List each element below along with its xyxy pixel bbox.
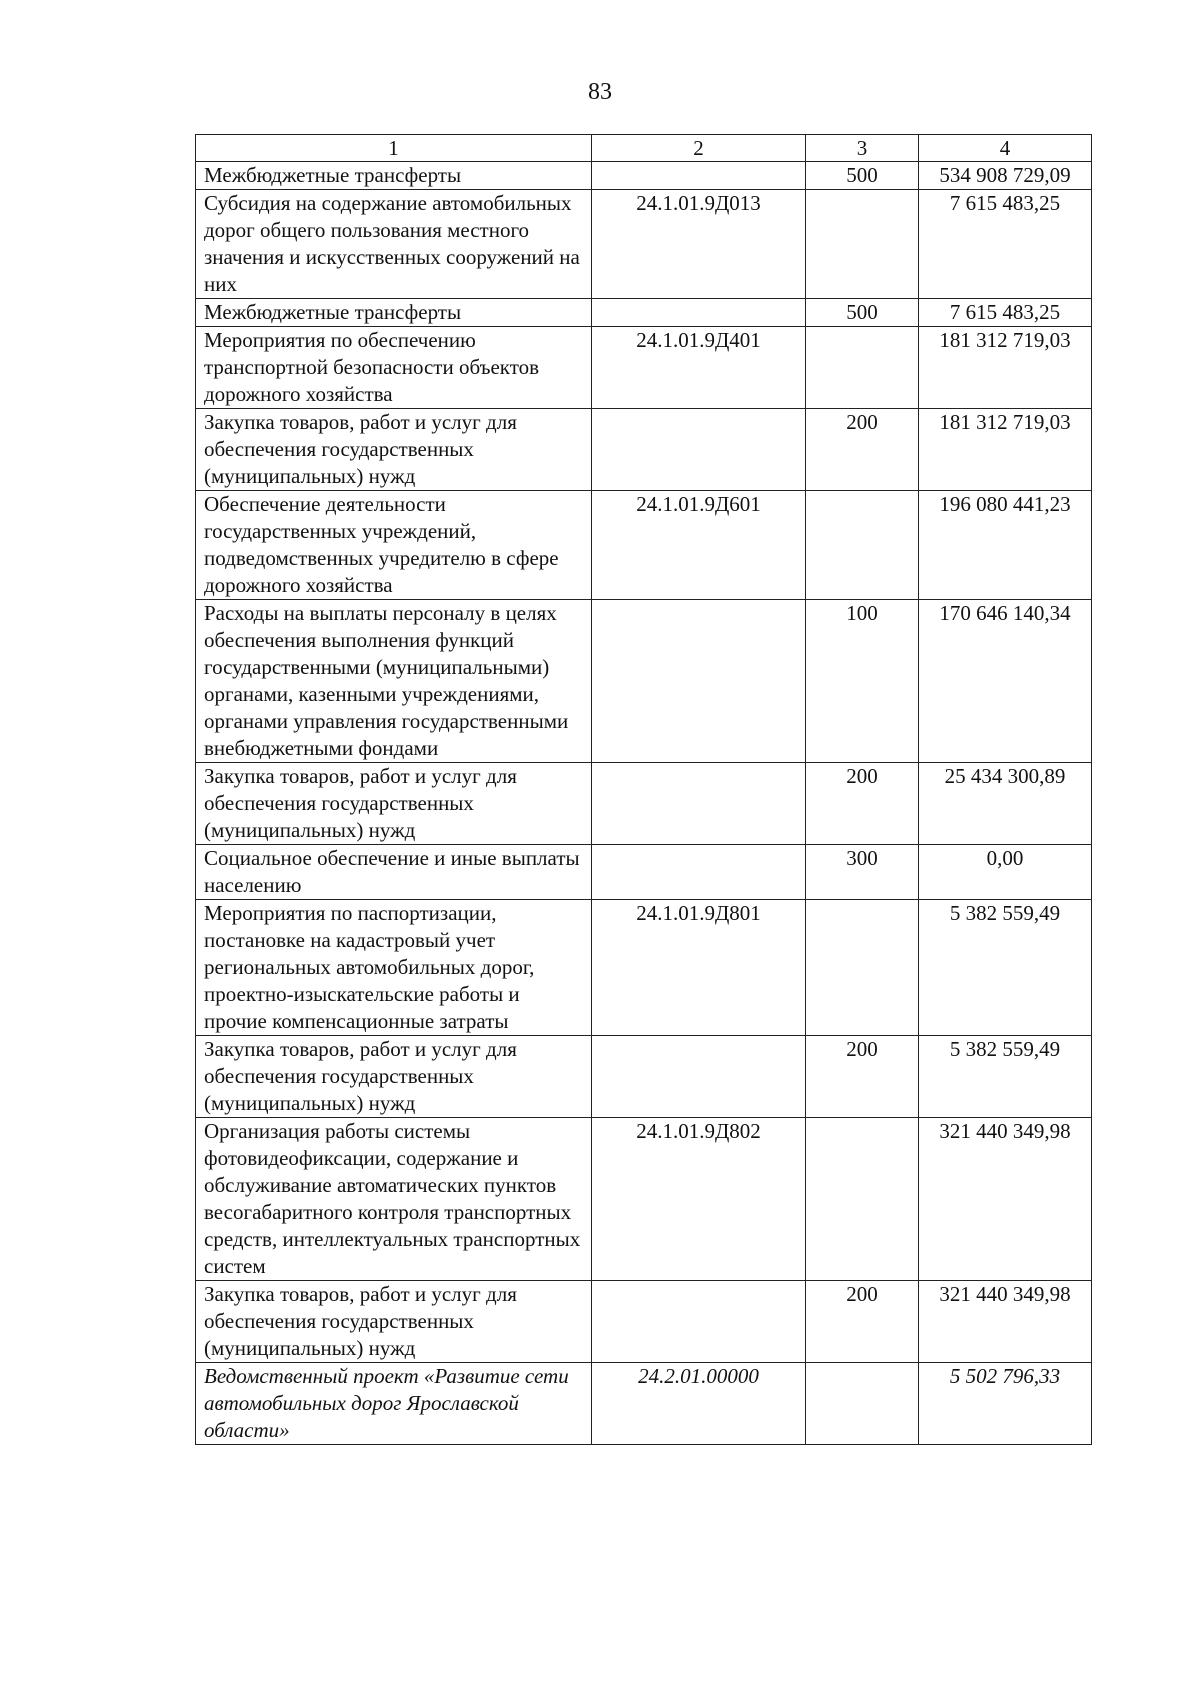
table-row: [196, 1036, 1092, 1118]
item-name-cell: Закупка товаров, работ и услуг для обеспечения государственных (муниципальных) нужд: [196, 763, 592, 845]
expense-type-cell: [806, 900, 919, 1036]
item-name-cell: Мероприятия по обеспечению транспортной безопасности объектов дорожного хозяйства: [196, 327, 592, 409]
amount-cell: 181 312 719,03: [919, 327, 1092, 409]
amount-cell: 170 646 140,34: [919, 600, 1092, 763]
item-name-cell: Социальное обеспечение и иные выплаты населению: [196, 845, 592, 900]
expense-type-cell: [806, 190, 919, 299]
amount-cell: 196 080 441,23: [919, 491, 1092, 600]
table-row: [196, 299, 1092, 327]
amount-cell: 534 908 729,09: [919, 162, 1092, 190]
expense-type-cell: [806, 1118, 919, 1281]
expense-type-cell: [806, 1363, 919, 1445]
target-code-cell: 24.1.01.9Д601: [592, 491, 806, 600]
table-body: [196, 162, 1092, 1445]
table-row: [196, 763, 1092, 845]
target-code-cell: 24.1.01.9Д801: [592, 900, 806, 1036]
item-name-cell: Организация работы системы фотовидеофиксации, содержание и обслуживание автоматических пунктов весогабаритного контроля транспортных средств, интеллектуальных транспортных систем: [196, 1118, 592, 1281]
column-header-1: 1: [196, 135, 592, 162]
amount-cell: 7 615 483,25: [919, 299, 1092, 327]
table-row: [196, 327, 1092, 409]
expense-type-cell: 300: [806, 845, 919, 900]
amount-cell: 7 615 483,25: [919, 190, 1092, 299]
expense-type-cell: 500: [806, 162, 919, 190]
table-row: [196, 190, 1092, 299]
amount-cell: 0,00: [919, 845, 1092, 900]
expense-type-cell: 200: [806, 1036, 919, 1118]
budget-table: [195, 134, 1092, 1445]
item-name-cell: Закупка товаров, работ и услуг для обеспечения государственных (муниципальных) нужд: [196, 409, 592, 491]
expense-type-cell: [806, 327, 919, 409]
column-header-3: 3: [806, 135, 919, 162]
target-code-cell: 24.1.01.9Д013: [592, 190, 806, 299]
target-code-cell: [592, 600, 806, 763]
expense-type-cell: 200: [806, 409, 919, 491]
column-header-4: 4: [919, 135, 1092, 162]
table-row: [196, 162, 1092, 190]
table-row: [196, 845, 1092, 900]
table-row: [196, 1118, 1092, 1281]
amount-cell: 181 312 719,03: [919, 409, 1092, 491]
expense-type-cell: 200: [806, 763, 919, 845]
amount-cell: 5 502 796,33: [919, 1363, 1092, 1445]
amount-cell: 321 440 349,98: [919, 1281, 1092, 1363]
column-header-2: 2: [592, 135, 806, 162]
target-code-cell: [592, 162, 806, 190]
table-row: [196, 600, 1092, 763]
expense-type-cell: 500: [806, 299, 919, 327]
page-number: 83: [588, 79, 612, 105]
target-code-cell: 24.2.01.00000: [592, 1363, 806, 1445]
item-name-cell: Закупка товаров, работ и услуг для обеспечения государственных (муниципальных) нужд: [196, 1036, 592, 1118]
target-code-cell: 24.1.01.9Д401: [592, 327, 806, 409]
target-code-cell: [592, 845, 806, 900]
item-name-cell: Закупка товаров, работ и услуг для обеспечения государственных (муниципальных) нужд: [196, 1281, 592, 1363]
item-name-cell: Межбюджетные трансферты: [196, 299, 592, 327]
amount-cell: 5 382 559,49: [919, 1036, 1092, 1118]
target-code-cell: [592, 763, 806, 845]
target-code-cell: [592, 1036, 806, 1118]
target-code-cell: [592, 1281, 806, 1363]
amount-cell: 5 382 559,49: [919, 900, 1092, 1036]
item-name-cell: Ведомственный проект «Развитие сети автомобильных дорог Ярославской области»: [196, 1363, 592, 1445]
target-code-cell: [592, 409, 806, 491]
target-code-cell: [592, 299, 806, 327]
amount-cell: 25 434 300,89: [919, 763, 1092, 845]
item-name-cell: Расходы на выплаты персоналу в целях обеспечения выполнения функций государственными (муниципальными) органами, казенными учреждениями, органами управления государственными внебюджетными фондами: [196, 600, 592, 763]
expense-type-cell: 100: [806, 600, 919, 763]
table-row: [196, 1363, 1092, 1445]
expense-type-cell: [806, 491, 919, 600]
item-name-cell: Субсидия на содержание автомобильных дорог общего пользования местного значения и искусственных сооружений на них: [196, 190, 592, 299]
amount-cell: 321 440 349,98: [919, 1118, 1092, 1281]
item-name-cell: Обеспечение деятельности государственных учреждений, подведомственных учредителю в сфере дорожного хозяйства: [196, 491, 592, 600]
table-header: [196, 135, 1092, 162]
table-row: [196, 409, 1092, 491]
header-row: [196, 135, 1092, 162]
item-name-cell: Мероприятия по паспортизации, постановке на кадастровый учет региональных автомобильных дорог, проектно-изыскательские работы и прочие компенсационные затраты: [196, 900, 592, 1036]
expense-type-cell: 200: [806, 1281, 919, 1363]
target-code-cell: 24.1.01.9Д802: [592, 1118, 806, 1281]
table-row: [196, 491, 1092, 600]
item-name-cell: Межбюджетные трансферты: [196, 162, 592, 190]
table-row: [196, 900, 1092, 1036]
table-row: [196, 1281, 1092, 1363]
